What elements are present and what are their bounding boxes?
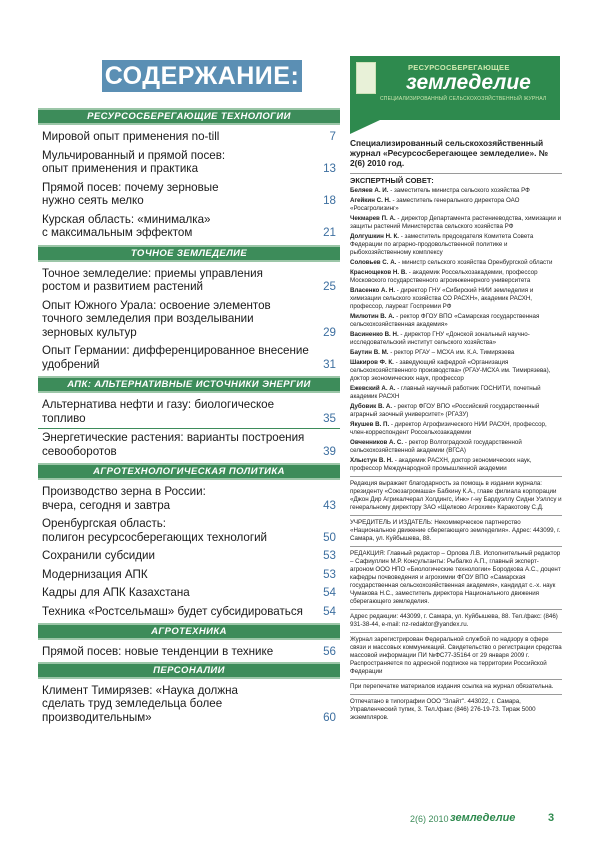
imprint-column [350,134,562,724]
toc-entry-title: Опыт Южного Урала: освоение элементов точного земледелия при возделывании зерновых культур [42,298,271,339]
toc-entry[interactable] [38,483,340,515]
toc-entry[interactable] [38,429,340,461]
council-member [350,215,562,231]
footer-issue: 2(6) 2010 [410,814,449,824]
council-member-name: Краснощеков Н. В. [350,269,408,276]
toc-entry-title: Курская область: «минималка» с максимальным эффектом [42,212,211,239]
toc-entry[interactable] [38,265,340,297]
council-member-role: - главный научный работник ГОСНИТИ, почетный академик РАСХН [350,385,541,400]
council-member [350,457,562,473]
council-member-name: Ежевский А. А. [350,385,396,392]
toc-title: СОДЕРЖАНИЕ: [102,60,302,92]
section-heading: РЕСУРСОСБЕРЕГАЮЩИЕ ТЕХНОЛОГИИ [38,108,340,125]
logo-tile-icon [356,62,376,94]
toc-entry[interactable] [38,547,340,566]
council-member-role: - заведующий кафедрой «Организация сельскохозяйственного производства» (РГАУ-МСХА им. Тимирязева), доктор экономических наук, профессор [350,359,551,382]
council-member-role: - директор ГНУ «Донской зональный научно-исследовательский институт сельского хозяйства» [350,331,530,346]
editorial-text: РЕДАКЦИЯ: Главный редактор – Орлова Л.В. Исполнительный редактор – Сафиуллин М.Р. Консультанты: Рыбалко А.П., главный эксперт-агроном ООО НПО «Биологические технологии» Бородкова А.С., доцент кафедры почвоведения и агрохимии ФГОУ ВПО «Самарская государственная сельскохозяйственная академия», кандидат с.-х. наук Чумакова Н.С., заместитель директора Национального движения сберегающего земледелия. [350,550,561,605]
toc-entry-page: 54 [323,604,336,618]
council-member-name: Соловьев С. А. [350,259,397,266]
section-heading: АГРОТЕХНОЛОГИЧЕСКАЯ ПОЛИТИКА [38,463,340,480]
printed-text: Отпечатано в типографии ООО "Злайт". 443022, г. Самара, Управленческий тупик, 3. Тел./факс (846) 276-19-73. Тираж 5000 экземпляров. [350,698,536,721]
toc-entry[interactable] [38,179,340,211]
council-member-name: Шакиров Ф. К. [350,359,394,366]
toc-entry-title: Мульчированный и прямой посев: опыт применения и практика [42,148,226,175]
council-member-role: - академик РАСХН, доктор экономических наук, профессор Международной промышленной академии [350,457,532,472]
toc-entry[interactable] [38,297,340,343]
council-member-name: Овченников А. С. [350,439,404,446]
logo-name: земледелие [406,71,531,94]
toc-entry[interactable] [38,584,340,603]
council-member-role: - заместитель генерального директора ОАО «Росагролизинг» [350,197,520,212]
council-member [350,421,562,437]
toc-entry-page: 25 [323,280,336,293]
council-member-role: - ректор РГАУ – МСХА им. К.А. Тимирязева [388,349,515,356]
founder-text: УЧРЕДИТЕЛЬ И ИЗДАТЕЛЬ: Некоммерческое партнерство «Национальное движение сберегающего земледелия». Адрес: 443099, г. Самара, ул. Куйбышева, 88. [350,519,561,542]
logo-speech-tail-icon [350,120,380,134]
council-member [350,187,562,195]
section-heading: АГРОТЕХНИКА [38,623,340,640]
council-member [350,439,562,455]
toc-entry-page: 53 [323,549,336,562]
toc-entry-page: 54 [323,586,336,599]
toc-entry[interactable] [38,682,340,728]
section-heading: ТОЧНОЕ ЗЕМЛЕДЕЛИЕ [38,245,340,262]
council-member-role: - директор ГНУ «Сибирский НИИ земледелия и химизации сельского хозяйства СО РАСХН», академик РАСХН, профессор, лауреат Госпремии РФ [350,287,534,310]
council-member [350,287,562,311]
toc-entry[interactable] [38,211,340,243]
toc-entry-page: 29 [323,325,336,339]
table-of-contents [38,108,340,727]
council-member [350,233,562,257]
section-heading: ПЕРСОНАЛИИ [38,662,340,679]
toc-entry[interactable] [38,566,340,585]
council-member-role: - директор Агрофизического НИИ РАСХН, профессор, член-корреспондент Россельхозакадемии [350,421,547,436]
footer-brand: земледелие [450,812,516,824]
toc-entry-title: Прямой посев: новые тенденции в технике [42,645,274,658]
address-text: Адрес редакции: 443099, г. Самара, ул. Куйбышева, 88. Тел./факс: (846) 931-38-44, e-mail: nz-redaktor@yandex.ru. [350,613,558,628]
council-member-name: Дубовик В. А. [350,403,393,410]
council-member-name: Власенко А. Н. [350,287,396,294]
toc-entry-title: Производство зерна в России: вчера, сегодня и завтра [42,485,206,512]
toc-entry-page: 35 [323,411,336,425]
council-member-role: - министр сельского хозяйства Оренбургской области [396,259,553,266]
toc-entry-title: Кадры для АПК Казахстана [42,586,190,599]
toc-entry-title: Мировой опыт применения no-till [42,130,220,143]
council-member [350,349,562,357]
thanks-text: Редакция выражает благодарность за помощь в издании журнала: президенту «Союзагромаша» Бабкину К.А., главе филиала корпорации «Джон Дир Агрикалчерал Холдингс, Инк» г-ну Бардуэллу Сидни Уэллсу и генеральному директору ЗАО «Щелково Агрохим» Каракотову С.Д. [350,480,562,511]
toc-entry-page: 13 [323,162,336,175]
council-member-role: - ректор ФГОУ ВПО «Российский государственный аграрный заочный университет» (РГАЗУ) [350,403,540,418]
logo-subtitle: СПЕЦИАЛИЗИРОВАННЫЙ СЕЛЬСКОХОЗЯЙСТВЕННЫЙ ЖУРНАЛ [380,96,547,102]
council-member-name: Долгушкин Н. К. [350,233,399,240]
page-footer [410,811,580,827]
toc-entry-page: 60 [323,710,336,724]
toc-entry-page: 18 [323,194,336,207]
council-member-name: Хлыстун В. Н. [350,457,393,464]
council-member-name: Милютин В. А. [350,313,395,320]
journal-head: Специализированный сельскохозяйственный журнал «Ресурсосберегающее земледелие». № 2(6) 2010 год. [350,138,549,168]
council-member-name: Баутин В. М. [350,349,389,356]
journal-logo [350,56,560,120]
toc-entry[interactable] [38,147,340,179]
toc-entry-page: 56 [323,645,336,658]
council-title: ЭКСПЕРТНЫЙ СОВЕТ: [350,173,562,185]
toc-entry-title: Альтернатива нефти и газу: биологическое топливо [42,398,275,425]
toc-entry-page: 39 [323,444,336,458]
reprint-text: При перепечатке материалов издания ссылка на журнал обязательна. [350,683,554,690]
toc-entry-title: Прямой посев: почему зерновые нужно сеять мелко [42,180,219,207]
registration-text: Журнал зарегистрирован Федеральной службой по надзору в сфере связи и массовых коммуникаций. Свидетельство о регистрации средства массовой информации ПИ №ФС77-35164 от 29 января 2009 г. Распространяется по адресной подписке на территории Российской Федерации [350,636,562,675]
toc-entry-page: 21 [323,226,336,239]
council-member-role: - ректор Волгоградской государственной сельскохозяйственной академии (ВГСА) [350,439,522,454]
toc-entry-page: 31 [323,357,336,371]
toc-entry-page: 7 [329,130,336,143]
toc-entry-title: Оренбургская область: полигон ресурсосберегающих технологий [42,517,268,544]
toc-entry-page: 53 [323,567,336,581]
toc-entry-title: Модернизация АПК [42,567,148,581]
council-member-role: - директор Департамента растениеводства, химизации и защиты растений Министерства сельского хозяйства РФ [350,215,562,230]
toc-entry[interactable] [38,342,340,374]
council-member-role: - заместитель министра сельского хозяйства РФ [388,187,530,194]
page-number: 3 [548,812,555,824]
toc-entry[interactable] [38,515,340,547]
logo-prefix: РЕСУРСОСБЕРЕГАЮЩЕЕ [408,63,510,72]
toc-entry-title: Техника «Ростсельмаш» будет субсидироваться [42,604,303,618]
council-member-name: Чекмарев П. А. [350,215,396,222]
toc-entry[interactable] [38,396,340,429]
toc-entry-title: Климент Тимирязев: «Наука должна сделать труд земледельца более производительным» [42,683,238,724]
council-member-role: - академик Россельхозакадемии, профессор Московского государственного агроинженерного университета [350,269,538,284]
council-member [350,197,562,213]
council-member [350,359,562,383]
council-member-name: Васиненко В. Н. [350,331,399,338]
council-member [350,385,562,401]
toc-entry-title: Точное земледелие: приемы управления ростом и развитием растений [42,266,263,293]
toc-entry-title: Энергетические растения: варианты построения севооборотов [42,431,305,458]
council-member-name: Агейкин С. Н. [350,197,391,204]
council-member [350,403,562,419]
council-list [350,187,562,473]
toc-entry[interactable] [38,643,340,662]
council-member [350,331,562,347]
toc-entry-title: Опыт Германии: дифференцированное внесение удобрений [42,344,309,371]
toc-entry-title: Сохранили субсидии [42,549,155,562]
council-member-name: Якушев В. П. [350,421,390,428]
council-member [350,313,562,329]
toc-entry[interactable] [38,603,340,622]
toc-entry-page: 50 [323,530,336,544]
council-member-role: - ректор ФГОУ ВПО «Самарская государственная сельскохозяйственная академия» [350,313,540,328]
toc-entry[interactable] [38,128,340,147]
section-heading: АПК: АЛЬТЕРНАТИВНЫЕ ИСТОЧНИКИ ЭНЕРГИИ [38,376,340,393]
council-member [350,269,562,285]
toc-entry-page: 43 [323,498,336,512]
council-member-name: Беляев А. И. [350,187,389,194]
council-member [350,259,562,267]
council-member-role: - заместитель председателя Комитета Совета Федерации по аграрно-продовольственной политике и рыбохозяйственному комплексу [350,233,534,256]
